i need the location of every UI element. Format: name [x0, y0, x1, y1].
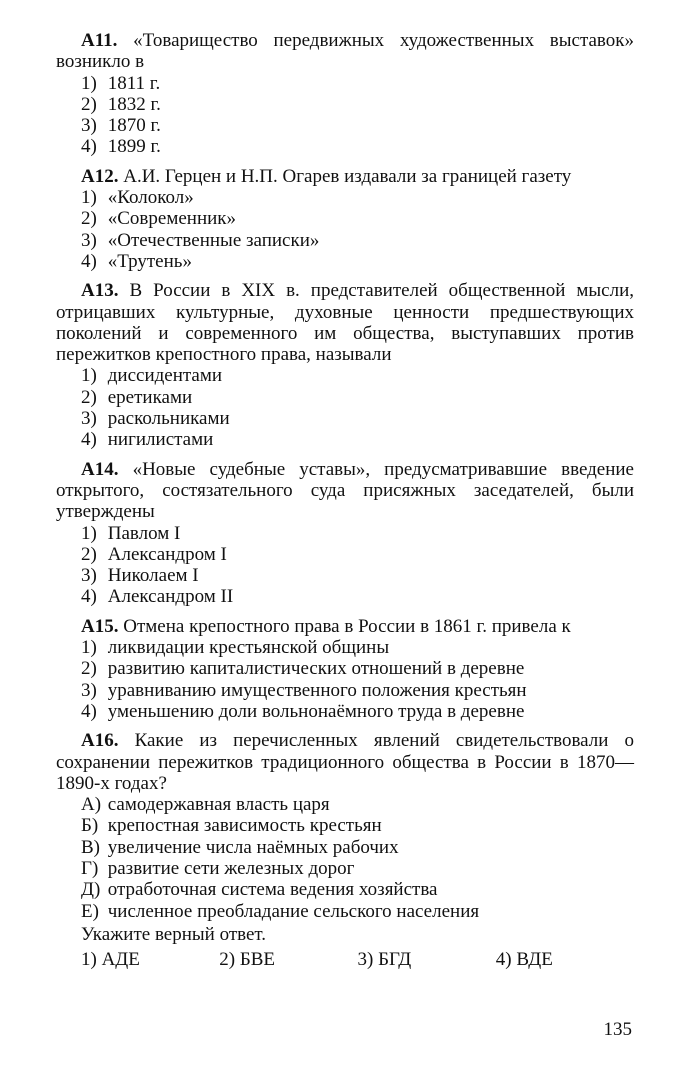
option-mark: 2) [81, 543, 97, 565]
test-page [56, 30, 634, 978]
question-number: А12. [81, 165, 119, 187]
option [81, 387, 634, 408]
option-mark: 2) [81, 658, 97, 680]
question-text: Какие из перечисленных явлений свидетельствовали о сохранении пережитков традиционного общества в России в 1870—1890-х годах? [56, 730, 635, 794]
question-a16 [56, 730, 634, 970]
option [81, 408, 634, 429]
option-text: самодержавная власть царя [107, 794, 330, 816]
option-text: 1832 г. [107, 93, 161, 115]
option-mark: А) [81, 794, 102, 816]
option [81, 544, 634, 565]
option [81, 680, 634, 701]
option-text: Николаем I [107, 565, 199, 587]
option-mark: 1) [81, 637, 97, 659]
option-text: крепостная зависимость крестьян [107, 815, 382, 837]
option-text: уравниванию имущественного положения крестьян [107, 679, 527, 701]
option [81, 794, 634, 815]
option [81, 637, 634, 658]
option-mark: 3) [81, 679, 97, 701]
option-text: раскольниками [107, 408, 230, 430]
option-mark: 3) [81, 565, 97, 587]
option-mark: 1) [81, 72, 97, 94]
options-list [56, 794, 634, 922]
options-list [56, 637, 634, 722]
option-text: нигилистами [107, 429, 214, 451]
option-mark: 4) [81, 136, 97, 158]
option [81, 73, 634, 94]
option [81, 565, 634, 586]
question-text: В России в XIX в. представителей общественной мысли, отрицавших культурные, духовные ценности предшествующих поколений и современного им общества, выступавших против пережитков крепостного права, называли [56, 280, 634, 366]
answer-choice: 2) БВЕ [219, 949, 276, 971]
option-mark: 1) [81, 187, 97, 209]
question-number: А15. [81, 615, 119, 637]
option-text: Павлом I [107, 522, 181, 544]
question-number: А11. [81, 30, 118, 51]
option [81, 815, 634, 836]
question-number: А13. [81, 280, 119, 302]
question-a12 [56, 166, 634, 272]
option-text: «Трутень» [107, 250, 192, 272]
option-text: развитие сети железных дорог [107, 857, 355, 879]
option-text: развитию капиталистических отношений в деревне [107, 658, 525, 680]
question-text: А.И. Герцен и Н.П. Огарев издавали за границей газету [123, 165, 572, 187]
option [81, 523, 634, 544]
question-number: А14. [81, 458, 119, 480]
option-text: отработочная система ведения хозяйства [107, 879, 438, 901]
option [81, 136, 634, 157]
options-list [56, 187, 634, 272]
option-mark: 1) [81, 365, 97, 387]
option [81, 251, 634, 272]
option-mark: 3) [81, 115, 97, 137]
option [81, 115, 634, 136]
question-text: «Новые судебные уставы», предусматривавшие введение открытого, состязательного суда присяжных заседателей, были утверждены [56, 458, 634, 523]
option-text: «Современник» [107, 208, 237, 230]
answer-prompt: Укажите верный ответ. [81, 923, 267, 945]
option [81, 365, 634, 386]
question-text: «Товарищество передвижных художественных выставок» возникло в [56, 30, 635, 73]
answer-choices [56, 949, 634, 970]
option-mark: 3) [81, 408, 97, 430]
question-a13 [56, 280, 634, 450]
question-number: А16. [81, 730, 119, 752]
question-a14 [56, 459, 634, 608]
options-list [56, 523, 634, 608]
option-mark: Д) [81, 879, 101, 901]
option-text: 1870 г. [107, 115, 161, 137]
option-mark: В) [81, 836, 100, 858]
option-mark: 2) [81, 386, 97, 408]
option [81, 879, 634, 900]
option-text: увеличение числа наёмных рабочих [107, 836, 399, 858]
option-mark: Г) [81, 857, 99, 879]
option-text: еретиками [107, 386, 193, 408]
question-text: Отмена крепостного права в России в 1861 г. привела к [123, 615, 571, 637]
option-mark: 4) [81, 586, 97, 608]
question-a15 [56, 616, 634, 722]
option-mark: Е) [81, 900, 99, 922]
option-mark: 3) [81, 229, 97, 251]
option-text: уменьшению доли вольнонаёмного труда в деревне [107, 700, 525, 722]
option-text: диссидентами [107, 365, 223, 387]
option-mark: 4) [81, 700, 97, 722]
answer-choice: 4) ВДЕ [495, 949, 553, 971]
answer-choice: 1) АДЕ [81, 949, 140, 971]
option-text: численное преобладание сельского населения [107, 900, 480, 922]
option [81, 901, 634, 922]
option [81, 429, 634, 450]
question-a11 [56, 30, 634, 158]
option-mark: 1) [81, 522, 97, 544]
option-text: Александром II [107, 586, 234, 608]
answer-choice: 3) БГД [357, 949, 412, 971]
option [81, 230, 634, 251]
option [81, 208, 634, 229]
option-mark: 4) [81, 250, 97, 272]
option [81, 837, 634, 858]
option-mark: 4) [81, 429, 97, 451]
option [81, 701, 634, 722]
option [81, 586, 634, 607]
options-list [56, 365, 634, 450]
option-text: 1899 г. [107, 136, 161, 158]
option [81, 94, 634, 115]
option-text: Александром I [107, 543, 227, 565]
option-mark: 2) [81, 93, 97, 115]
option-text: «Отечественные записки» [107, 229, 320, 251]
option-mark: Б) [81, 815, 99, 837]
option [81, 858, 634, 879]
page-number: 135 [603, 1019, 632, 1040]
option-mark: 2) [81, 208, 97, 230]
option [81, 658, 634, 679]
option [81, 187, 634, 208]
options-list [56, 73, 634, 158]
option-text: ликвидации крестьянской общины [107, 637, 390, 659]
option-text: «Колокол» [107, 187, 194, 209]
option-text: 1811 г. [107, 72, 161, 94]
